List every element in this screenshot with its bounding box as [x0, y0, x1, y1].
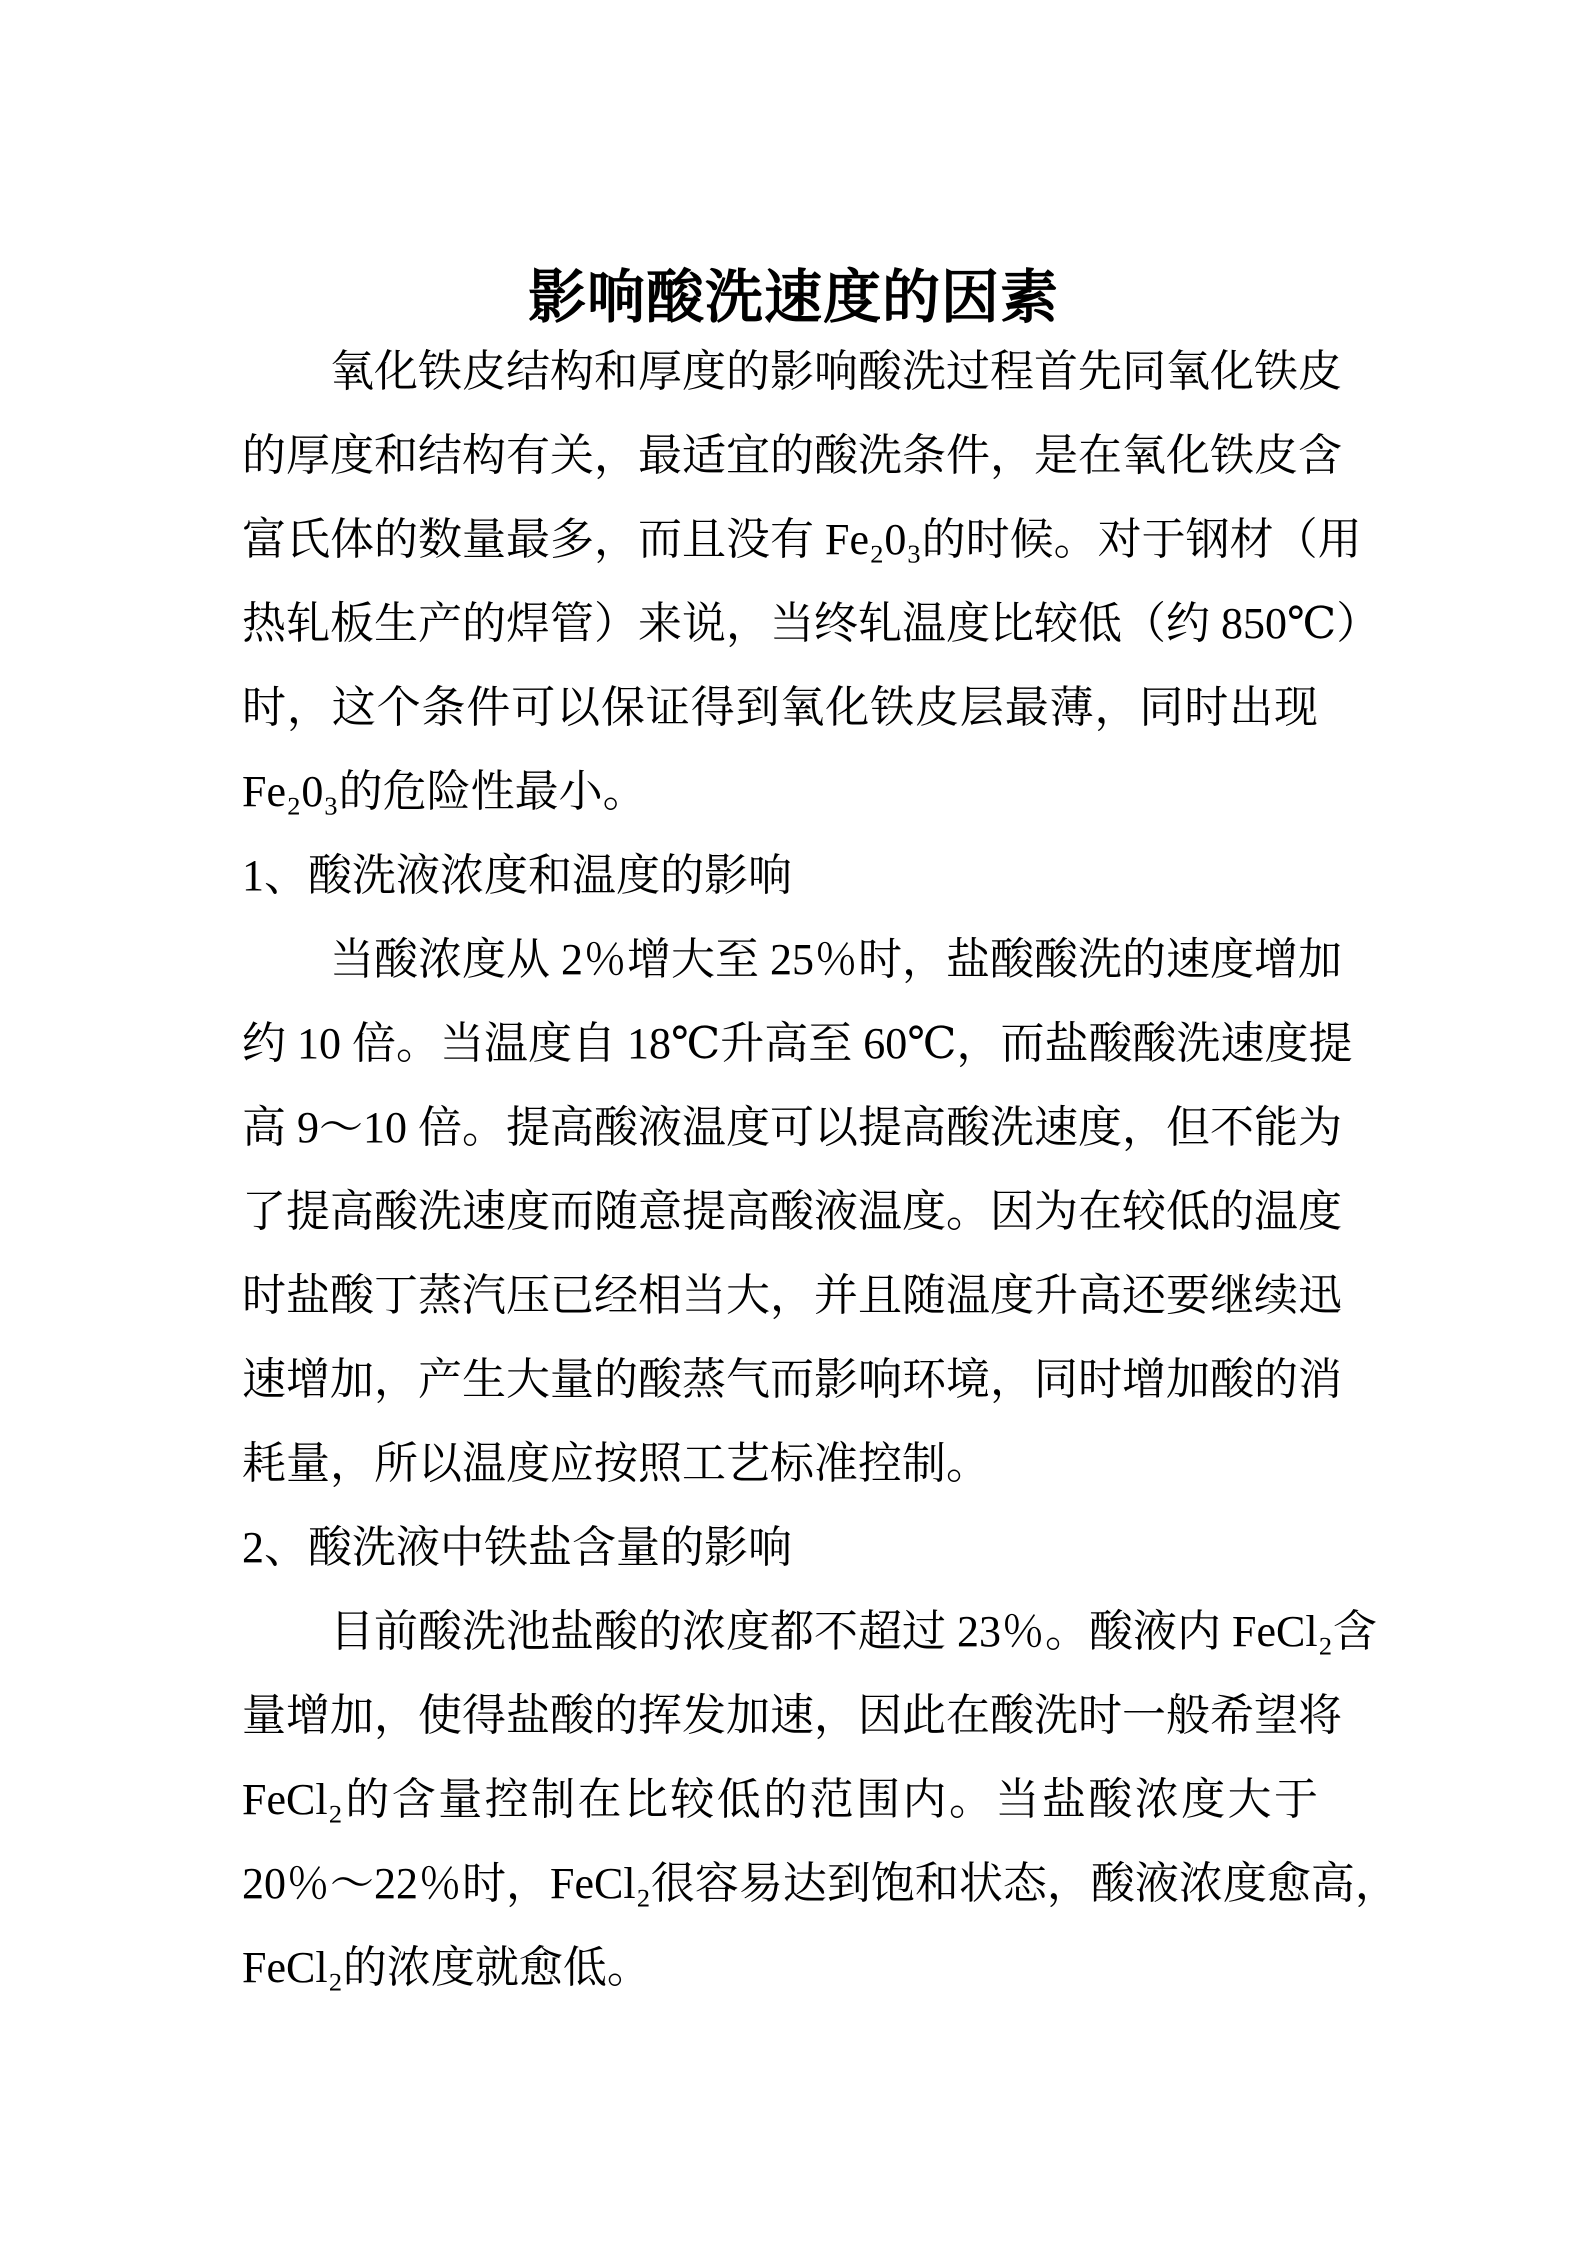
body-line: 速增加，产生大量的酸蒸气而影响环境，同时增加酸的消 [242, 1355, 1342, 1404]
body-line: 时，这个条件可以保证得到氧化铁皮层最薄，同时出现 [242, 683, 1318, 732]
body-line: 富氏体的数量最多，而且没有 Fe₂0₃的时候。对于钢材（用 [242, 515, 1362, 564]
document-title: 影响酸洗速度的因素 [527, 264, 1059, 330]
body-line: 高 9～10 倍。提高酸液温度可以提高酸洗速度，但不能为 [242, 1103, 1342, 1152]
body-line: 20％～22％时，FeCl₂很容易达到饱和状态，酸液浓度愈高， [242, 1859, 1399, 1908]
body-line: 热轧板生产的焊管）来说，当终轧温度比较低（约 850℃） [242, 599, 1381, 648]
body-line: 当酸浓度从 2％增大至 25％时，盐酸酸洗的速度增加 [330, 935, 1342, 984]
body-line: 耗量，所以温度应按照工艺标准控制。 [242, 1439, 990, 1488]
body-line: 氧化铁皮结构和厚度的影响酸洗过程首先同氧化铁皮 [330, 347, 1342, 396]
body-line: 目前酸洗池盐酸的浓度都不超过 23％。酸液内 FeCl₂含 [330, 1607, 1377, 1656]
body-line: 约 10 倍。当温度自 18℃升高至 60℃，而盐酸酸洗速度提 [242, 1019, 1353, 1068]
body-line: 量增加，使得盐酸的挥发加速，因此在酸洗时一般希望将 [242, 1691, 1342, 1740]
section-heading: 2、酸洗液中铁盐含量的影响 [242, 1523, 792, 1572]
section-heading: 1、酸洗液浓度和温度的影响 [242, 851, 792, 900]
body-line: 了提高酸洗速度而随意提高酸液温度。因为在较低的温度 [242, 1187, 1342, 1236]
body-line: FeCl₂的含量控制在比较低的范围内。当盐酸浓度大于 [242, 1775, 1318, 1824]
body-line: FeCl₂的浓度就愈低。 [242, 1943, 651, 1992]
body-line: Fe₂0₃的危险性最小。 [242, 767, 647, 816]
document-body [242, 330, 1399, 2010]
body-line: 的厚度和结构有关，最适宜的酸洗条件，是在氧化铁皮含 [242, 431, 1342, 480]
body-line: 时盐酸丁蒸汽压已经相当大，并且随温度升高还要继续迅 [242, 1271, 1342, 1320]
